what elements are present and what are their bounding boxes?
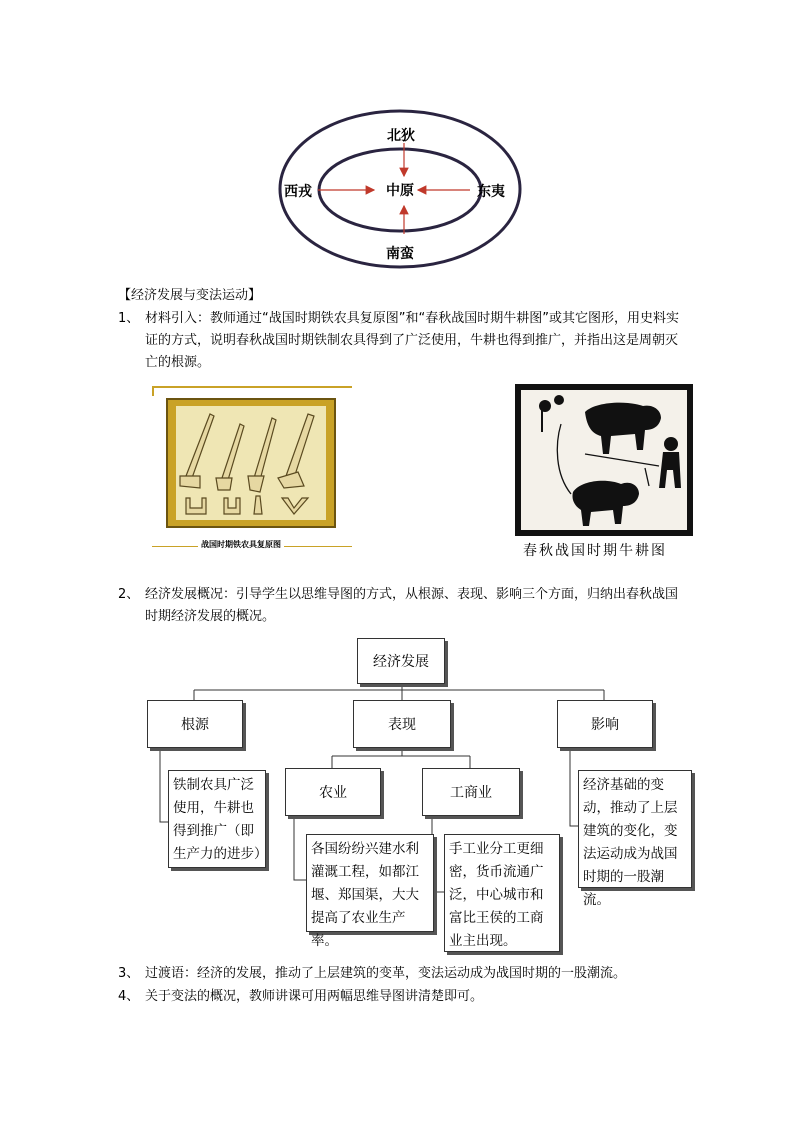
mindmap-sub-agriculture: 农业 [285,768,381,816]
item-2-text: 经济发展概况：引导学生以思维导图的方式，从根源、表现、影响三个方面，归纳出春秋战国时期经济发展的概况。 [145,587,679,624]
section-heading: 【经济发展与变法运动】 [118,288,262,303]
item-1-text: 材料引入：教师通过“战国时期铁农具复原图”和“春秋战国时期牛耕图”或其它图形，用史料实证的方式，说明春秋战国时期铁制农具得到了广泛使用，牛耕也得到推广，并指出这是周朝灭亡的根源。 [145,311,679,370]
note-root-cause: 铁制农具广泛使用，牛耕也得到推广（即生产力的进步） [168,770,266,868]
item-2-number: 2、 [118,587,140,602]
mindmap-branch-performance: 表现 [353,700,451,748]
note-influence: 经济基础的变动，推动了上层建筑的变化，变法运动成为战国时期的一股潮流。 [578,770,692,888]
label-east: 东夷 [477,184,505,200]
iron-tools-caption: 战国时期铁农具复原图 [198,539,284,550]
label-center: 中原 [386,183,414,199]
item-1-number: 1、 [118,311,140,326]
label-south: 南蛮 [386,246,414,262]
label-north: 北狄 [387,128,415,144]
note-commerce: 手工业分工更细密，货币流通广泛，中心城市和富比王侯的工商业主出现。 [444,834,560,952]
mindmap-sub-commerce: 工商业 [422,768,520,816]
note-agriculture: 各国纷纷兴建水利灌溉工程，如都江堰、郑国渠，大大提高了农业生产率。 [306,834,434,932]
ox-plowing-caption: 春秋战国时期牛耕图 [523,543,667,559]
label-west: 西戎 [284,184,312,200]
mindmap-branch-cause: 根源 [147,700,243,748]
item-3-number: 3、 [118,966,140,981]
item-4-number: 4、 [118,989,140,1004]
item-4-text: 关于变法的概况，教师讲课可用两幅思维导图讲清楚即可。 [145,989,484,1004]
mindmap-root: 经济发展 [357,638,445,684]
item-3-text: 过渡语：经济的发展，推动了上层建筑的变革，变法运动成为战国时期的一股潮流。 [145,966,627,981]
mindmap-branch-influence: 影响 [557,700,653,748]
